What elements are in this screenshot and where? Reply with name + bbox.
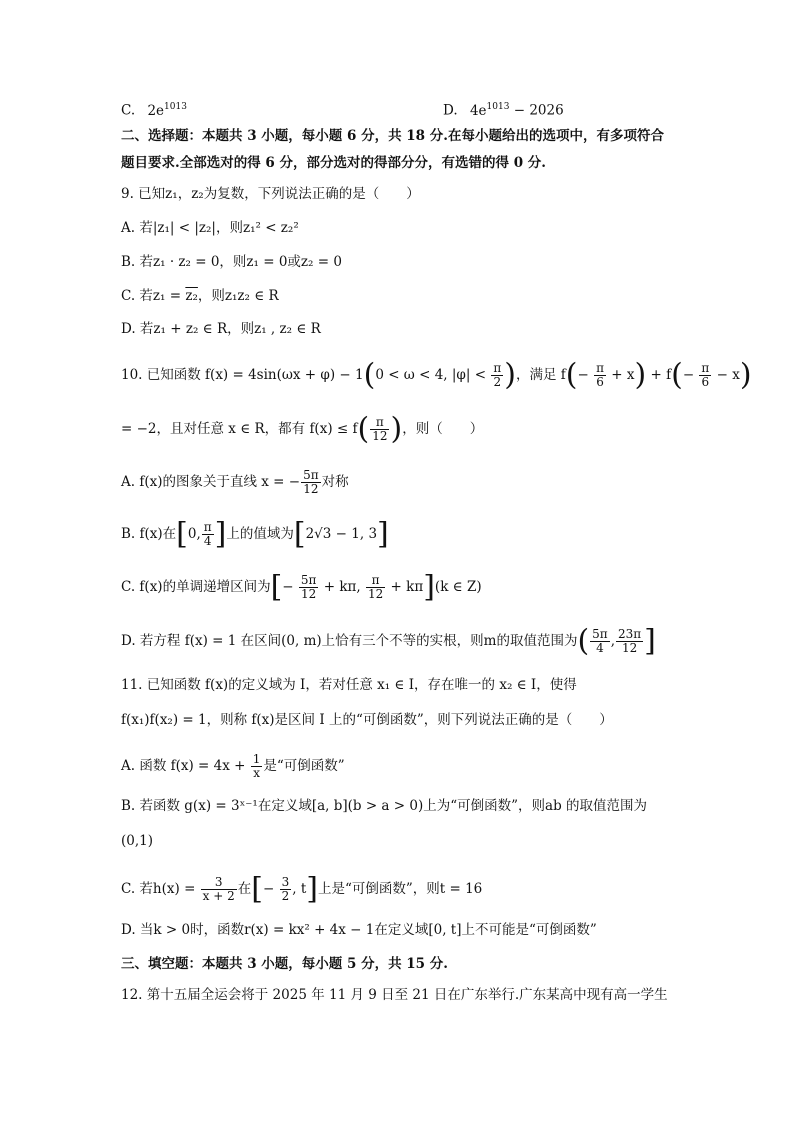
q9-option-a: A. 若|z₁| < |z₂|，则z₁² < z₂² <box>121 220 299 236</box>
frac-pi-over-4: $\frac{\pi}{4}$ <box>203 520 212 548</box>
frac-5pi-over-12: $\frac{5\pi}{12}$ <box>303 468 319 496</box>
section2-heading-line1: 二、选择题：本题共 3 小题，每小题 6 分，共 18 分.在每小题给出的选项中，有多项符合 <box>121 128 664 144</box>
frac-pi-over-2: $\frac{\pi}{2}$ <box>493 361 502 389</box>
q10-option-c: C. f(x)的单调递增区间为[− $\frac{5\pi}{12}$ + kπ, $\frac{\pi}{12}$ + kπ](k ∈ Z) <box>121 569 482 605</box>
q9-option-d: D. 若z₁ + z₂ ∈ R，则z₁ , z₂ ∈ R <box>121 321 321 337</box>
frac-pi-over-12: $\frac{\pi}{12}$ <box>372 415 388 443</box>
prev-question-options <box>121 97 674 121</box>
q11-option-b-line2: (0,1) <box>121 833 154 849</box>
option-c-value: 2e <box>147 102 165 119</box>
q12-stem-line1: 12. 第十五届全运会将于 2025 年 11 月 9 日至 21 日在广东举行.广东某高中现有高一学生 <box>121 987 668 1003</box>
q9-stem: 9. 已知z₁，z₂为复数，下列说法正确的是（ ） <box>121 186 420 202</box>
paren-open: ( <box>363 357 376 393</box>
q9-c-post: ，则z₁z₂ ∈ R <box>197 288 279 304</box>
q10-l1c: ，满足 f <box>515 367 566 383</box>
q11-option-d: D. 当k > 0时，函数r(x) = kx² + 4x − 1在定义域[0, t]上不可能是“可倒函数” <box>121 922 597 938</box>
option-d-label: D. <box>443 102 458 119</box>
q10-option-d: D. 若方程 f(x) = 1 在区间(0, m)上恰有三个不等的实根，则m的取值范围为( $\frac{5\pi}{4}$ , $\frac{23\pi}{12}$ ] <box>121 623 656 659</box>
frac-pi-over-6-a: $\frac{\pi}{6}$ <box>596 361 604 389</box>
q10-option-a: A. f(x)的图象关于直线 x = − $\frac{5\pi}{12}$ 对称 <box>121 468 349 496</box>
q9-option-b: B. 若z₁ · z₂ = 0，则z₁ = 0或z₂ = 0 <box>121 254 342 270</box>
q10-l1a: 10. 已知函数 f(x) = 4sin(ωx + φ) − 1 <box>121 367 364 383</box>
option-c-exp: 1013 <box>164 102 187 112</box>
option-c-label: C. <box>121 102 136 119</box>
q11-option-c: C. 若h(x) = $\frac{3}{x + 2}$ 在[− $\frac{3}{2}$ , t]上是“可倒函数”，则t = 16 <box>121 871 483 907</box>
q9-option-c <box>121 286 674 306</box>
option-d-exp: 1013 <box>486 102 510 112</box>
q10-l1b: 0 < ω < 4, |φ| < <box>375 367 487 383</box>
section3-heading: 三、填空题：本题共 3 小题，每小题 5 分，共 15 分. <box>121 956 448 972</box>
q11-option-a: A. 函数 f(x) = 4x + $\frac{1}{x}$ 是“可倒函数” <box>121 752 345 780</box>
q9-c-pre: C. 若z₁ = <box>121 288 186 304</box>
q9-c-conjugate: z₂ <box>185 288 198 304</box>
q10-line2: = −2，且对任意 x ∈ R，都有 f(x) ≤ f( $\frac{\pi}{12}$ )，则（ ） <box>121 411 484 447</box>
section2-heading-line2: 题目要求.全部选对的得 6 分，部分选对的得部分分，有选错的得 0 分. <box>121 155 546 171</box>
q10-line1: 10. 已知函数 f(x) = 4sin(ωx + φ) − 1(0 < ω < 4, |φ| < $\frac{\pi}{2}$ )，满足 f(− $\frac{\pi}{6}$ + x) + f(− $\frac{\pi}{6}$ − x) <box>121 357 752 393</box>
option-d-tail: − 2026 <box>513 102 564 119</box>
q11-stem-line1: 11. 已知函数 f(x)的定义域为 I，若对任意 x₁ ∈ I，存在唯一的 x₂ ∈ I，使得 <box>121 677 577 693</box>
q11-option-b-line1: B. 若函数 g(x) = 3ˣ⁻¹在定义域[a, b](b > a > 0)上为“可倒函数”，则ab 的取值范围为 <box>121 798 648 814</box>
q10-option-b: B. f(x)在[0, $\frac{\pi}{4}$ ]上的值域为[2√3 − 1, 3] <box>121 516 389 552</box>
q11-stem-line2: f(x₁)f(x₂) = 1，则称 f(x)是区间 I 上的“可倒函数”，则下列说法正确的是（ ） <box>121 712 613 728</box>
option-d-value: 4e <box>469 102 487 119</box>
frac-pi-over-6-b: $\frac{\pi}{6}$ <box>701 361 710 389</box>
